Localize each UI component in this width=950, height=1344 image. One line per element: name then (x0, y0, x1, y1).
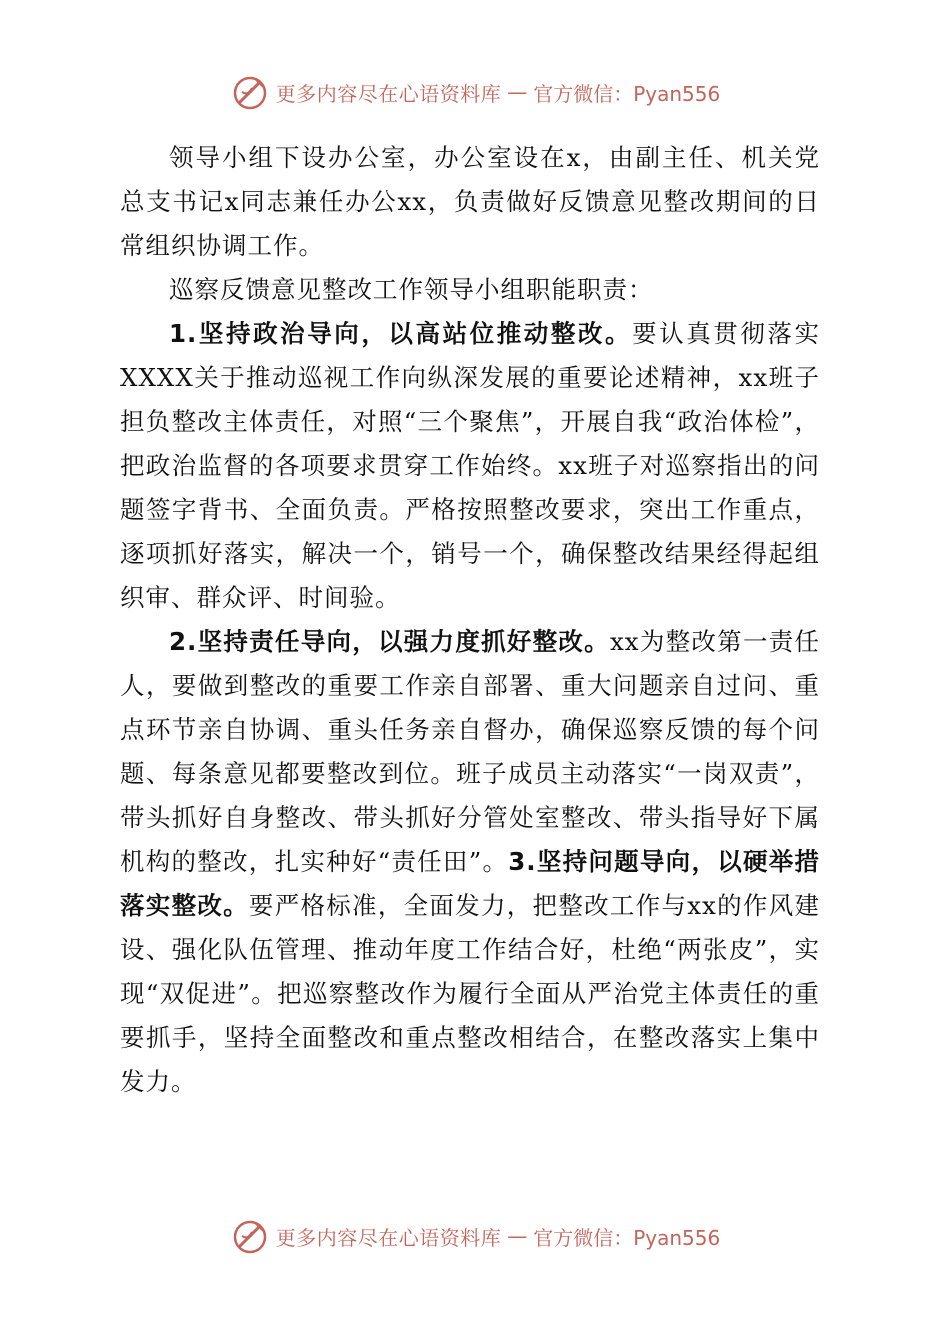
paragraph-lead: 2.坚持责任导向，以强力度抓好整改。 (169, 627, 610, 656)
paragraph-duties-heading (120, 268, 820, 312)
banner-dash: — (507, 1224, 528, 1248)
banner-dash: — (507, 80, 528, 104)
paragraph-lead-problem: 3.坚持问题导向，以硬举措落实整改。 (120, 847, 820, 920)
banner-slogan: 更多内容尽在心语资料库 (275, 81, 502, 106)
paragraph-office (120, 136, 820, 268)
banner-contact: 官方微信：Pyan556 (533, 81, 721, 106)
brand-logo-icon (230, 72, 270, 112)
header-banner (0, 70, 950, 114)
footer-banner (0, 1214, 950, 1258)
brand-logo-icon (230, 1216, 270, 1256)
paragraph-text-problem: 要严格标准，全面发力，把整改工作与xx的作风建设、强化队伍管理、推动年度工作结合好，杜绝“两张皮”，实现“双促进”。把巡察整改作为履行全面从严治党主体责任的重要抓手，坚持全面整改和重点整改相结合，在整改落实上集中发力。 (120, 891, 820, 1096)
document-body (120, 136, 820, 1104)
paragraph-responsibility-orientation (120, 620, 820, 1104)
paragraph-lead: 1.坚持政治导向，以高站位推动整改。 (169, 319, 633, 348)
banner-contact: 官方微信：Pyan556 (533, 1225, 721, 1250)
paragraph-text: 巡察反馈意见整改工作领导小组职能职责： (169, 275, 654, 304)
paragraph-text: 领导小组下设办公室，办公室设在x，由副主任、机关党总支书记x同志兼任办公xx，负责做好反馈意见整改期间的日常组织协调工作。 (120, 143, 820, 260)
banner-slogan: 更多内容尽在心语资料库 (275, 1225, 502, 1250)
paragraph-text: xx为整改第一责任人，要做到整改的重要工作亲自部署、重大问题亲自过问、重点环节亲自协调、重头任务亲自督办，确保巡察反馈的每个问题、每条意见都要整改到位。班子成员主动落实“一岗双责”，带头抓好自身整改、带头抓好分管处室整改、带头指导好下属机构的整改，扎实种好“责任田”。 (120, 627, 820, 876)
paragraph-text: 要认真贯彻落实XXXX关于推动巡视工作向纵深发展的重要论述精神，xx班子担负整改主体责任，对照“三个聚焦”，开展自我“政治体检”，把政治监督的各项要求贯穿工作始终。xx班子对巡察指出的问题签字背书、全面负责。严格按照整改要求，突出工作重点，逐项抓好落实，解决一个，销号一个，确保整改结果经得起组织审、群众评、时间验。 (120, 319, 821, 612)
paragraph-political-orientation (120, 312, 820, 620)
